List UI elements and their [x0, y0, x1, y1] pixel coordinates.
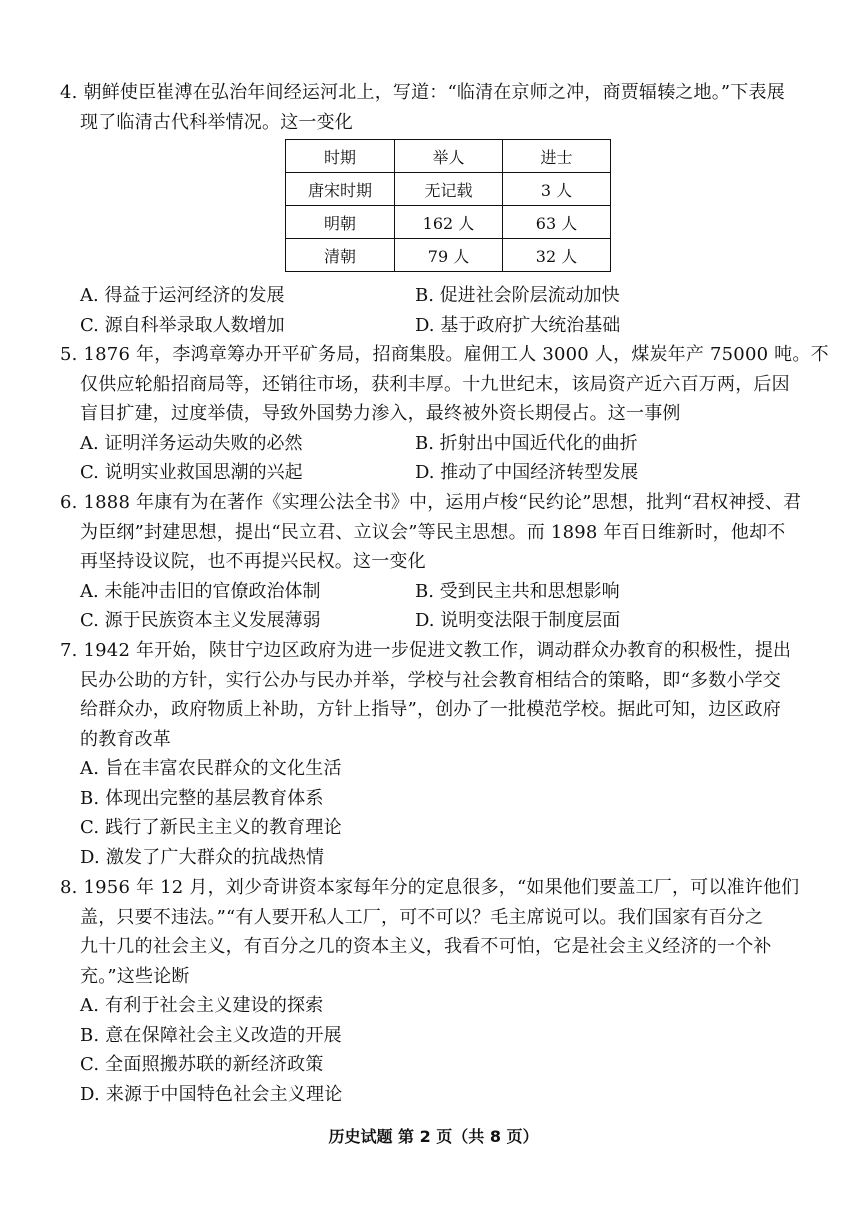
question-stem-line: 6. 1888 年康有为在著作《实理公法全书》中，运用卢梭“民约论”思想，批判“君权神授、君: [60, 492, 802, 513]
option-d[interactable]: D. 激发了广大群众的抗战热情: [80, 846, 325, 868]
option-d[interactable]: D. 来源于中国特色社会主义理论: [80, 1083, 343, 1105]
question-stem-line: 充。”这些论断: [80, 965, 190, 987]
question-5: [60, 340, 829, 488]
question-stem-line: 仅供应轮船招商局等，还销往市场，获利丰厚。十九世纪末，该局资产近六百万两，后因: [80, 373, 790, 395]
keju-table: [285, 139, 611, 272]
question-6: [60, 488, 820, 636]
question-stem-line: 盖，只要不违法。”“有人要开私人工厂，可不可以？毛主席说可以。我们国家有百分之: [80, 906, 764, 928]
page-footer: 历史试题 第 2 页（共 8 页）: [328, 1127, 539, 1146]
option-c[interactable]: C. 源自科举录取人数增加: [80, 314, 285, 336]
option-row: [60, 458, 820, 488]
question-8: [60, 873, 820, 1109]
table-cell: 63 人: [503, 206, 611, 239]
option-b[interactable]: B. 折射出中国近代化的曲折: [415, 432, 638, 454]
table-cell: 明朝: [286, 206, 395, 239]
table-header-row: [286, 140, 611, 173]
option-row: [60, 311, 820, 341]
option-b[interactable]: B. 意在保障社会主义改造的开展: [80, 1024, 342, 1046]
table-cell: 79 人: [395, 239, 503, 272]
option-row: [60, 606, 820, 636]
option-c[interactable]: C. 源于民族资本主义发展薄弱: [80, 610, 321, 631]
table-row: [286, 239, 611, 272]
question-stem-line: 4. 朝鲜使臣崔溥在弘治年间经运河北上，写道：“临清在京师之冲，商贾辐辏之地。”下表展: [60, 82, 785, 103]
option-a[interactable]: A. 未能冲击旧的官僚政治体制: [80, 580, 321, 602]
option-b[interactable]: B. 受到民主共和思想影响: [415, 580, 620, 602]
option-c[interactable]: C. 说明实业救国思潮的兴起: [80, 462, 303, 483]
question-stem-line: 5. 1876 年，李鸿章筹办开平矿务局，招商集股。雇佣工人 3000 人，煤炭年产 75000 吨。不: [60, 344, 829, 365]
option-a[interactable]: A. 证明洋务运动失败的必然: [80, 432, 303, 454]
option-row: [60, 577, 820, 607]
option-c[interactable]: C. 全面照搬苏联的新经济政策: [80, 1054, 324, 1075]
question-stem-line: 的教育改革: [80, 728, 171, 750]
option-row: [60, 429, 820, 459]
table-row: [286, 173, 611, 206]
table-cell: 清朝: [286, 239, 395, 272]
option-a[interactable]: A. 得益于运河经济的发展: [80, 285, 285, 306]
question-4: [60, 78, 820, 137]
question-4-options: [60, 281, 820, 340]
table-row: [286, 206, 611, 239]
option-d[interactable]: D. 推动了中国经济转型发展: [415, 462, 639, 483]
question-stem-line: 现了临清古代科举情况。这一变化: [80, 111, 353, 133]
question-stem-line: 8. 1956 年 12 月，刘少奇讲资本家每年分的定息很多，“如果他们要盖工厂，可以准许他们: [60, 877, 800, 898]
option-d[interactable]: D. 基于政府扩大统治基础: [415, 314, 621, 336]
table-header-cell: 时期: [286, 140, 395, 173]
table-header-cell: 进士: [503, 140, 611, 173]
option-b[interactable]: B. 体现出完整的基层教育体系: [80, 787, 324, 809]
option-row: [60, 281, 820, 311]
option-c[interactable]: C. 践行了新民主主义的教育理论: [80, 817, 342, 838]
table-cell: 唐宋时期: [286, 173, 395, 206]
question-stem-line: 再坚持设议院，也不再提兴民权。这一变化: [80, 551, 426, 572]
option-d[interactable]: D. 说明变法限于制度层面: [415, 610, 621, 631]
table-cell: 32 人: [503, 239, 611, 272]
question-stem-line: 给群众办，政府物质上补助，方针上指导”，创办了一批模范学校。据此可知，边区政府: [80, 699, 781, 720]
table-cell: 162 人: [395, 206, 503, 239]
question-stem-line: 九十几的社会主义，有百分之几的资本主义，我看不可怕，它是社会主义经济的一个补: [80, 936, 772, 957]
option-b[interactable]: B. 促进社会阶层流动加快: [415, 285, 620, 306]
question-stem-line: 民办公助的方针，实行公办与民办并举，学校与社会教育相结合的策略，即“多数小学交: [80, 669, 781, 691]
table-header-cell: 举人: [395, 140, 503, 173]
question-7: [60, 636, 820, 872]
option-a[interactable]: A. 有利于社会主义建设的探索: [80, 995, 324, 1016]
table-cell: 无记载: [395, 173, 503, 206]
question-stem-line: 为臣纲”封建思想，提出“民立君、立议会”等民主思想。而 1898 年百日维新时，他却不: [80, 521, 786, 543]
option-a[interactable]: A. 旨在丰富农民群众的文化生活: [80, 758, 342, 779]
table-cell: 3 人: [503, 173, 611, 206]
question-stem-line: 盲目扩建，过度举债，导致外国势力渗入，最终被外资长期侵占。这一事例: [80, 403, 681, 424]
question-stem-line: 7. 1942 年开始，陕甘宁边区政府为进一步促进文教工作，调动群众办教育的积极性，提出: [60, 640, 792, 661]
